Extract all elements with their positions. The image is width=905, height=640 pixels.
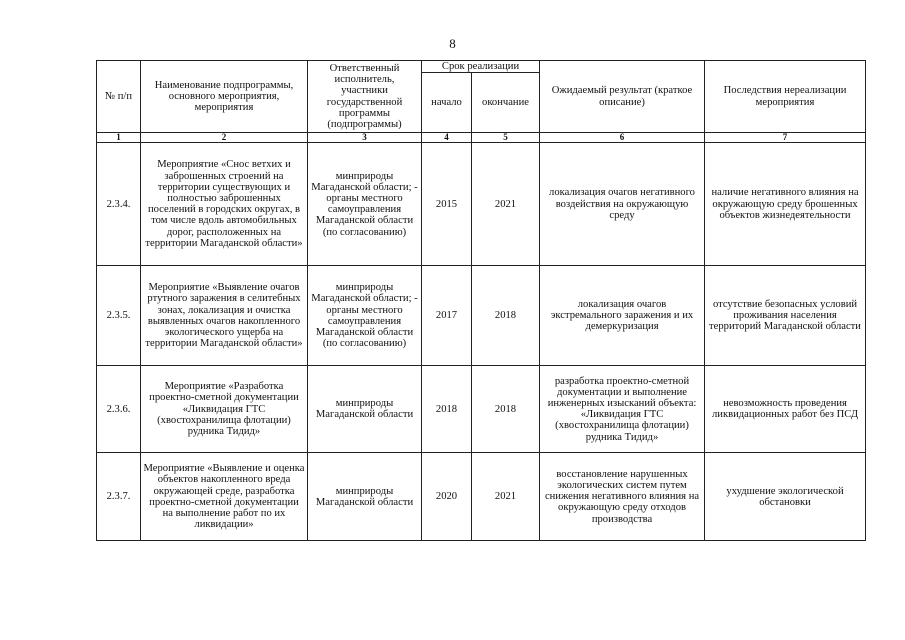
row-name: Мероприятие «Выявление и оценка объектов накопленного вреда окружающей среде, разработка проектно-сметной документации на выполнение работ по их ликвидации» bbox=[141, 453, 308, 541]
table-row bbox=[97, 453, 866, 541]
column-number: 7 bbox=[705, 133, 866, 143]
header-end: окончание bbox=[472, 73, 540, 133]
row-name: Мероприятие «Снос ветхих и заброшенных строений на территории существующих и полностью заброшенных поселений в городских округах, в том числе вдоль автомобильных дорог, расположенных на территории Магаданской области» bbox=[141, 143, 308, 266]
column-number: 5 bbox=[472, 133, 540, 143]
row-result: разработка проектно-сметной документации и выполнение инженерных изысканий объекта: «Ликвидация ГТС (хвостохранилища флотации) рудника Тидид» bbox=[540, 366, 705, 453]
row-start: 2015 bbox=[422, 143, 472, 266]
row-executor: минприроды Магаданской области; - органы местного самоуправления Магаданской области (по согласованию) bbox=[308, 266, 422, 366]
row-executor: минприроды Магаданской области bbox=[308, 366, 422, 453]
header-name: Наименование подпрограммы, основного мероприятия, мероприятия bbox=[141, 61, 308, 133]
row-number: 2.3.7. bbox=[97, 453, 141, 541]
column-number: 3 bbox=[308, 133, 422, 143]
row-name: Мероприятие «Разработка проектно-сметной документации «Ликвидация ГТС (хвостохранилища флотации) рудника Тидид» bbox=[141, 366, 308, 453]
row-end: 2018 bbox=[472, 366, 540, 453]
program-activities-table bbox=[96, 60, 866, 541]
row-name: Мероприятие «Выявление очагов ртутного заражения в селитебных зонах, локализация и очистка выявленных очагов накопленного экологического ущерба на территории Магаданской области» bbox=[141, 266, 308, 366]
table-row bbox=[97, 266, 866, 366]
row-result: восстановление нарушенных экологических систем путем снижения негативного влияния на окружающую среду отходов производства bbox=[540, 453, 705, 541]
row-start: 2020 bbox=[422, 453, 472, 541]
column-number: 2 bbox=[141, 133, 308, 143]
column-number: 1 bbox=[97, 133, 141, 143]
header-executor: Ответственный исполнитель, участники государственной программы (подпрограммы) bbox=[308, 61, 422, 133]
header-period: Срок реализации bbox=[422, 61, 540, 73]
row-start: 2017 bbox=[422, 266, 472, 366]
header-consequences: Последствия нереализации мероприятия bbox=[705, 61, 866, 133]
row-end: 2021 bbox=[472, 453, 540, 541]
row-number: 2.3.5. bbox=[97, 266, 141, 366]
column-number: 6 bbox=[540, 133, 705, 143]
table-row bbox=[97, 143, 866, 266]
row-result: локализация очагов экстремального заражения и их демеркуризация bbox=[540, 266, 705, 366]
row-start: 2018 bbox=[422, 366, 472, 453]
column-number: 4 bbox=[422, 133, 472, 143]
row-result: локализация очагов негативного воздействия на окружающую среду bbox=[540, 143, 705, 266]
row-executor: минприроды Магаданской области; - органы местного самоуправления Магаданской области (по согласованию) bbox=[308, 143, 422, 266]
row-end: 2018 bbox=[472, 266, 540, 366]
table-row bbox=[97, 366, 866, 453]
row-consequences: отсутствие безопасных условий проживания населения территорий Магаданской области bbox=[705, 266, 866, 366]
row-executor: минприроды Магаданской области bbox=[308, 453, 422, 541]
page-number: 8 bbox=[449, 36, 456, 51]
row-consequences: наличие негативного влияния на окружающую среду брошенных объектов жизнедеятельности bbox=[705, 143, 866, 266]
row-number: 2.3.6. bbox=[97, 366, 141, 453]
header-result: Ожидаемый результат (краткое описание) bbox=[540, 61, 705, 133]
header-start: начало bbox=[422, 73, 472, 133]
row-number: 2.3.4. bbox=[97, 143, 141, 266]
header-number: № п/п bbox=[97, 61, 141, 133]
row-end: 2021 bbox=[472, 143, 540, 266]
row-consequences: невозможность проведения ликвидационных работ без ПСД bbox=[705, 366, 866, 453]
row-consequences: ухудшение экологической обстановки bbox=[705, 453, 866, 541]
